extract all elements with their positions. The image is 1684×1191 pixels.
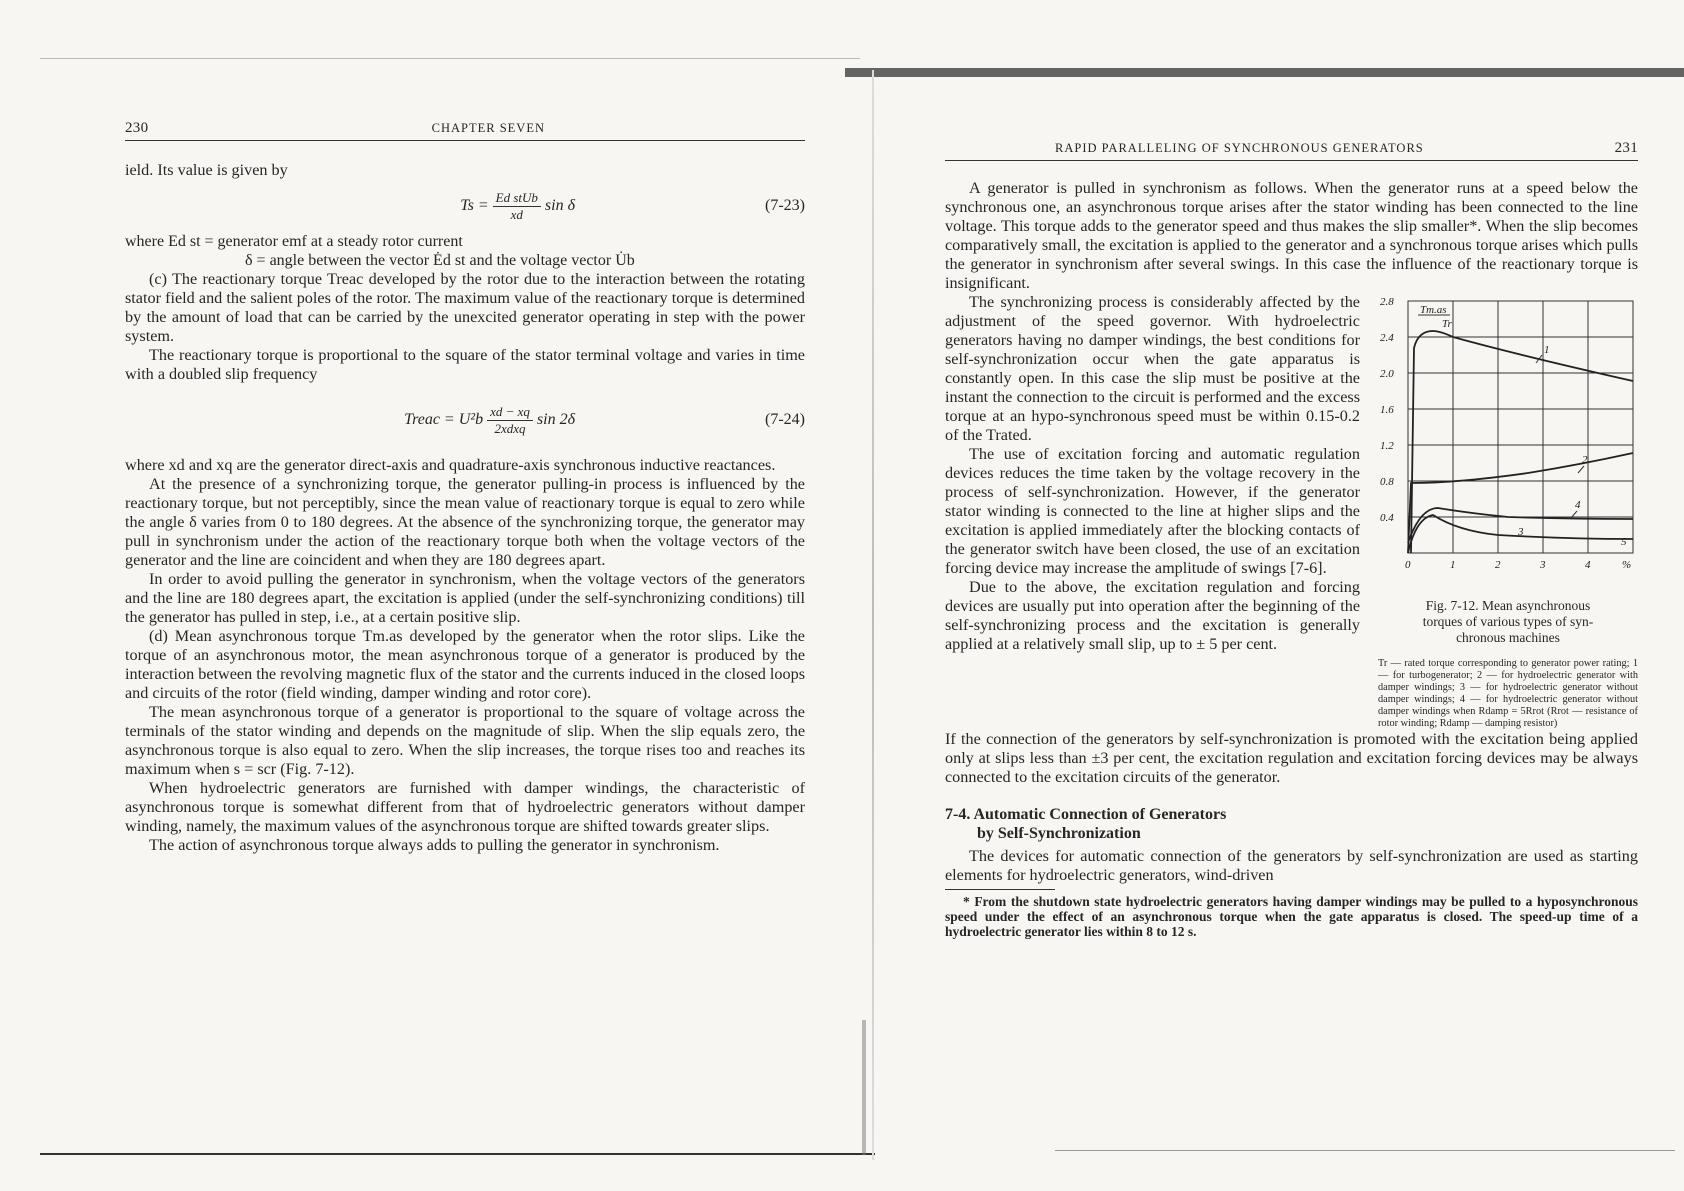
paragraph-devices: The devices for automatic connection of the generators by self-synchronization are used as starting elements for hydroelectric generators, wind-driven — [945, 847, 1638, 884]
x-tick-1: 1 — [1450, 559, 1456, 571]
left-page-number: 230 — [125, 120, 149, 136]
paragraph-hydro: When hydroelectric generators are furnished with damper windings, the characteristic of asynchronous torque is somewhat different from that of hydroelectric generators without damper winding, namely, the maximum values of the asynchronous torque are shifted towards greater slips. — [125, 779, 805, 835]
paragraph-proportional: The reactionary torque is proportional to the square of the stator terminal voltage and varies in time with a doubled slip frequency — [125, 346, 805, 383]
paragraph-action: The action of asynchronous torque always adds to pulling the generator in synchronism. — [149, 836, 720, 854]
x-tick-0: 0 — [1405, 559, 1411, 571]
right-page — [945, 140, 1638, 939]
section-heading-line-2: by Self-Synchronization — [977, 825, 1141, 842]
paragraph-synchronizing: The synchronizing process is considerably affected by the adjustment of the speed governor. With hydroelectric generators having no damper windings, the best conditions for self-synchronization occur when the gate apparatus is constantly open. In this case the slip must be positive at the instant the connection to the circuit is performed and the excess torque at an hypo-synchronous speed must be within 0.15-0.2 of the Trated. — [945, 293, 1360, 444]
y-tick-1-2: 1.2 — [1380, 440, 1394, 452]
y-tick-2-8: 2.8 — [1380, 296, 1394, 308]
page-edge-top-left — [40, 58, 860, 59]
page-edge-top-right — [845, 68, 1684, 77]
figure-7-12 — [1378, 293, 1638, 730]
eq1-number: (7-23) — [765, 197, 805, 214]
paragraph-presence: At the presence of a synchronizing torque, the generator pulling-in process is influenced by the reactionary torque, but not perceptibly, since the mean value of reactionary torque is equal to zero while the angle δ varies from 0 to 180 degrees. At the absence of the synchronizing torque, the generator may pull in synchronism under the action of the reactionary torque both when the voltage vectors of the generator and the line are coincident and when they are 180 degrees apart. — [125, 475, 805, 569]
eq2-rhs: sin 2δ — [536, 411, 575, 428]
y-tick-2-4: 2.4 — [1380, 332, 1394, 344]
page-edge-bottom-left — [40, 1153, 875, 1155]
gutter-shadow — [862, 1020, 866, 1155]
y-tick-0-8: 0.8 — [1380, 476, 1394, 488]
curve-label-4: 4 — [1575, 499, 1581, 511]
left-running-title: CHAPTER SEVEN — [431, 121, 545, 135]
label-tmas: Tm.as — [1420, 304, 1447, 316]
x-tick-4: 4 — [1585, 559, 1591, 571]
eq2-lhs: Treac = U²b — [404, 411, 484, 428]
paragraph-if: If the connection of the generators by self-synchronization is promoted with the excitation being applied only at slips less than ±3 per cent, the excitation regulation and excitation forcing devices may be always connected to the excitation circuits of the generator. — [945, 730, 1638, 786]
eq1-fraction — [493, 190, 541, 223]
eq2-denominator: 2xdxq — [494, 420, 526, 436]
eq1-numerator: Ed stUb — [493, 190, 541, 207]
footnote-rule — [945, 889, 1055, 890]
y-tick-2-0: 2.0 — [1380, 368, 1394, 380]
equation-7-23 — [125, 180, 805, 232]
paragraph-avoid: In order to avoid pulling the generator in synchronism, when the voltage vectors of the generators and the line are 180 degrees apart, the excitation is applied (under the self-synchronizing conditions) till the generator has pulled in step, i.e., at a certain positive slip. — [125, 570, 805, 626]
book-gutter — [872, 70, 874, 1160]
where1-line2: δ = angle between the vector Ėd st and the voltage vector U̇b — [245, 252, 635, 269]
eq2-numerator: xd − xq — [487, 404, 533, 421]
y-tick-0-4: 0.4 — [1380, 512, 1394, 524]
caption-line-2: torques of various types of syn- — [1422, 614, 1594, 629]
curve-label-1: 1 — [1544, 344, 1550, 356]
x-tick-5: 5 — [1621, 536, 1627, 548]
paragraph-intro: ield. Its value is given by — [125, 161, 288, 179]
eq2-number: (7-24) — [765, 411, 805, 428]
paragraph-due: Due to the above, the excitation regulation and forcing devices are usually put into operation after the beginning of the self-synchronizing process and the excitation is generally applied at a relatively small slip, up to ± 5 per cent. — [945, 578, 1360, 653]
paragraph-c: (c) The reactionary torque Treac developed by the rotor due to the interaction between the rotating stator field and the salient poles of the rotor. The maximum value of the reactionary torque is determined by the amount of load that can be carried by the unexcited generator operating in step with the power system. — [125, 270, 805, 345]
paragraph-use: The use of excitation forcing and automatic regulation devices reduces the time taken by the voltage recovery in the process of self-synchronization. However, if the generator stator winding is connected to the line at higher slips and the excitation is applied immediately after the blocking contacts of the generator switch have been closed, the use of an excitation forcing device may increase the amplitude of swings [7-6]. — [945, 445, 1360, 577]
y-tick-1-6: 1.6 — [1380, 404, 1394, 416]
left-page — [125, 120, 805, 855]
figure-legend: Tr — rated torque corresponding to generator power rating; 1 — for turbogenerator; 2 — for hydroelectric generator with damper windings; 3 — for hydroelectric generator without damper windings; 4 — for hydroelectric generator without damper windings when Rdamp = 5Rrot (Rrot — resistance of rotor winding; Rdamp — damping resistor) — [1378, 658, 1638, 729]
curve-label-3: 3 — [1518, 526, 1524, 538]
x-tick-percent: % — [1622, 559, 1632, 571]
figure-caption — [1378, 598, 1638, 646]
right-running-head — [945, 140, 1638, 161]
paragraph-d: (d) Mean asynchronous torque Tm.as developed by the generator when the rotor slips. Like the torque of an asynchronous motor, the mean asynchronous torque of a generator is produced by the interaction between the revolving magnetic flux of the stator and the currents induced in the closed loops and circuits of the rotor (field winding, damper winding and rotor core). — [125, 627, 805, 702]
text-with-figure — [945, 293, 1638, 730]
caption-line-1: Fig. 7-12. Mean asynchronous — [1425, 598, 1591, 613]
eq1-rhs: sin δ — [544, 197, 575, 214]
right-running-title: RAPID PARALLELING OF SYNCHRONOUS GENERATORS — [1055, 141, 1424, 155]
where-block-1 — [125, 232, 805, 270]
where1-line1: where Ed st = generator emf at a steady rotor current — [125, 233, 463, 250]
eq1-lhs: Ts = — [460, 197, 489, 214]
paragraph-where-2: where xd and xq are the generator direct-axis and quadrature-axis synchronous inductive reactances. — [125, 456, 776, 474]
section-heading-line-1: 7-4. Automatic Connection of Generators — [945, 806, 1227, 823]
page-edge-bottom-right — [1055, 1150, 1675, 1151]
right-page-number: 231 — [1614, 140, 1638, 156]
section-heading-7-4 — [945, 805, 1638, 843]
chart-grid — [1408, 301, 1633, 553]
torque-chart — [1378, 293, 1638, 583]
caption-line-3: chronous machines — [1456, 630, 1560, 645]
wrapped-text-column — [945, 293, 1360, 730]
eq2-fraction — [487, 404, 533, 437]
footnote: * From the shutdown state hydroelectric generators having damper windings may be pulled to a hyposynchronous speed under the effect of an asynchronous torque when the gate apparatus is closed. The speed-up time of a hydroelectric generator lies within 8 to 12 s. — [945, 894, 1638, 939]
label-tr: Tr — [1442, 318, 1452, 330]
left-running-head — [125, 120, 805, 141]
paragraph-mean: The mean asynchronous torque of a generator is proportional to the square of voltage across the terminals of the stator winding and depends on the magnitude of slip. When the slip equals zero, the asynchronous torque is also equal to zero. When the slip increases, the torque rises too and reaches its maximum when s = scr (Fig. 7-12). — [125, 703, 805, 778]
x-tick-3: 3 — [1540, 559, 1546, 571]
equation-7-24 — [125, 384, 805, 456]
x-tick-2: 2 — [1495, 559, 1501, 571]
eq1-denominator: xd — [510, 206, 523, 222]
curve-label-2: 2 — [1582, 454, 1588, 466]
paragraph-pulled: A generator is pulled in synchronism as follows. When the generator runs at a speed below the synchronous one, an asynchronous torque arises after the stator winding has been connected to the line voltage. This torque adds to the generator speed and thus makes the slip smaller*. When the slip becomes comparatively small, the excitation is applied to the generator and a synchronous torque arises which pulls the generator in synchronism after several swings. In this case the influence of the reactionary torque is insignificant. — [945, 179, 1638, 292]
